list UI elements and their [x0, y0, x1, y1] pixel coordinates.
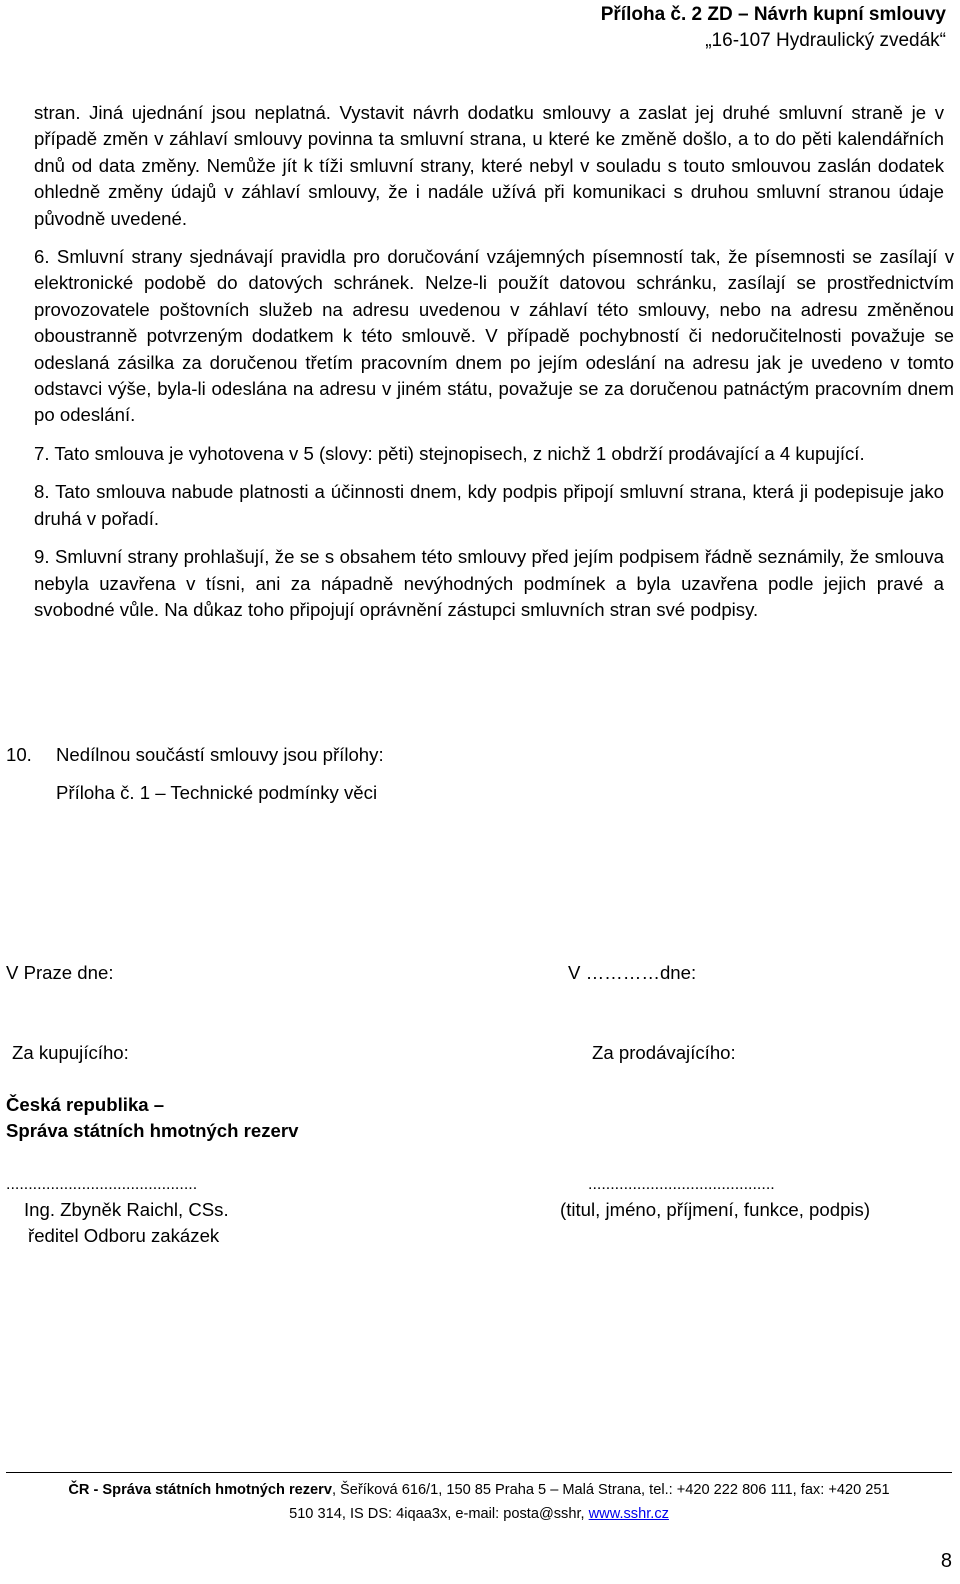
left-place-date: V Praze dne:: [6, 962, 114, 983]
buyer-org-line2: Správa státních hmotných rezerv: [6, 1120, 299, 1141]
seller-signature-line: ..........................................: [588, 1176, 775, 1193]
buyer-signature-line: ...........................................: [6, 1176, 198, 1193]
clause-text: Tato smlouva je vyhotovena v 5 (slovy: pěti) stejnopisech, z nichž 1 obdrží prodávající a 4 kupující.: [54, 442, 865, 464]
footer-address: , Šeříková 616/1, 150 85 Praha 5 – Malá Strana, tel.: +420 222 806 111, fax: +420 251: [331, 1482, 890, 1498]
buyer-signatory-role: ředitel Odboru zakázek: [28, 1225, 220, 1246]
buyer-signatory-name: Ing. Zbyněk Raichl, CSs.: [24, 1199, 229, 1220]
buyer-label: Za kupujícího:: [12, 1042, 129, 1063]
paragraph-continuation: stran. Jiná ujednání jsou neplatná. Vystavit návrh dodatku smlouvy a zaslat jej druhé smluvní straně je v případě změn v záhlaví smlouvy povinna ta smluvní strana, u které ke změně došlo, a to do pěti kalendářních dnů od data změny. Nemůže jít k tíži smluvní strany, které nebyl v souladu s touto smlouvou zaslán dodatek ohledně změny údajů v záhlaví smlouvy, že i nadále užívá při komunikaci s druhou smluvní stranou údaje původně uvedené.: [34, 102, 944, 229]
page-footer: [6, 1478, 952, 1526]
clause-text: Tato smlouva nabude platnosti a účinnosti dnem, kdy podpis připojí smluvní strana, která ji podepisuje jako druhá v pořadí.: [34, 481, 944, 529]
clause-9: [34, 544, 944, 623]
clause-text: Smluvní strany sjednávají pravidla pro doručování vzájemných písemností tak, že písemnosti se zasílají v elektronické podobě do datových schránek. Nelze-li použít datovou schránku, zasílají se prostřednictvím provozovatele poštovních služeb na adresu uvedenou v záhlaví této smlouvy, nebo na adresu změněnou oboustranně potvrzeným dodatkem k této smlouvě. V případě pochybností či nedoručitelnosti považuje se odeslaná zásilka za doručenou třetím pracovním dnem po jejím odeslání na adresu jak je uvedeno v tomto odstavci výše, byla-li odeslána na adresu v jiném státu, považuje se za doručenou patnáctým pracovním dnem po odeslání.: [34, 246, 955, 426]
page-header: [601, 2, 946, 54]
right-place-date: V …………dne:: [568, 962, 697, 983]
clause-number: 10.: [6, 744, 32, 765]
clause-6: [34, 244, 954, 429]
footer-divider: [6, 1472, 952, 1473]
footer-org: ČR - Správa státních hmotných rezerv: [68, 1482, 332, 1498]
contract-body: [34, 100, 954, 623]
clause-7: [34, 441, 944, 467]
clause-text: Nedílnou součástí smlouvy jsou přílohy:: [56, 744, 384, 765]
clause-8: [34, 479, 944, 532]
clause-10: [6, 744, 384, 766]
header-title: Příloha č. 2 ZD – Návrh kupní smlouvy: [600, 4, 946, 25]
attachment-item: Příloha č. 1 – Technické podmínky věci: [56, 782, 378, 803]
seller-signatory-placeholder: (titul, jméno, příjmení, funkce, podpis): [560, 1199, 871, 1220]
clause-number: 7.: [34, 442, 50, 464]
footer-website-link[interactable]: www.sshr.cz: [588, 1506, 669, 1522]
buyer-org-line1: Česká republika –: [6, 1094, 165, 1115]
clause-number: 6.: [34, 246, 50, 268]
footer-contact: 510 314, IS DS: 4iqaa3x, e-mail: posta@sshr,: [289, 1506, 589, 1522]
clause-number: 9.: [34, 546, 50, 568]
header-subtitle: „16-107 Hydraulický zvedák“: [705, 30, 946, 51]
clause-number: 8.: [34, 481, 50, 503]
clause-text: Smluvní strany prohlašují, že se s obsahem této smlouvy před jejím podpisem řádně seznámily, že smlouva nebyla uzavřena v tísni, ani za nápadně nevýhodných podmínek a byla uzavřena podle jejich pravé a svobodné vůle. Na důkaz toho připojují oprávnění zástupci smluvních stran své podpisy.: [34, 546, 944, 620]
page-number: 8: [940, 1550, 952, 1572]
seller-label: Za prodávajícího:: [592, 1042, 736, 1063]
